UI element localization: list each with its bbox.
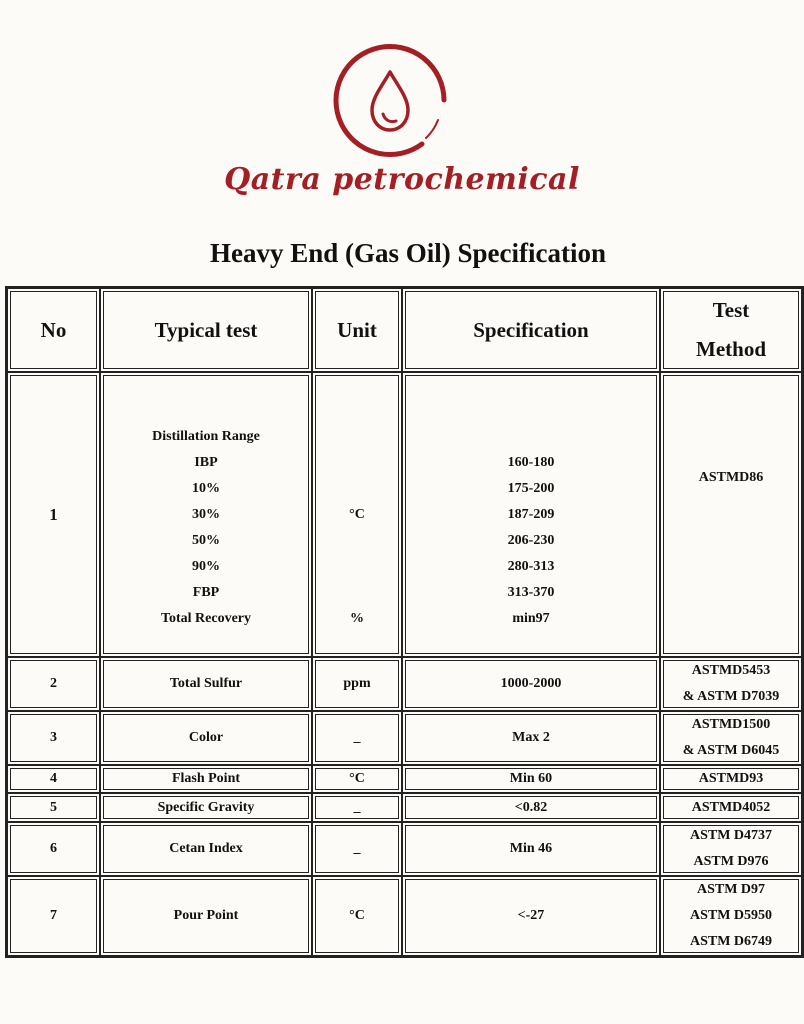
spec-value: Max 2 bbox=[402, 711, 660, 765]
table-row-distillation bbox=[7, 372, 802, 657]
test-subitem: 90% bbox=[192, 558, 220, 574]
method-value: ASTMD5453 bbox=[691, 663, 771, 678]
header-test-method-line2: Method bbox=[696, 337, 766, 361]
spec-value: 1000-2000 bbox=[402, 657, 660, 711]
method-value: ASTM D97 bbox=[696, 882, 766, 897]
test-subitem: 30% bbox=[192, 506, 220, 522]
test-name: Distillation Range bbox=[152, 428, 260, 444]
method-value: ASTMD93 bbox=[698, 771, 764, 786]
method-value: & ASTM D7039 bbox=[682, 689, 780, 704]
table-row bbox=[7, 876, 802, 956]
method-value: & ASTM D6045 bbox=[682, 743, 780, 758]
test-name: Cetan Index bbox=[100, 822, 312, 876]
spec-value: 175-200 bbox=[507, 480, 555, 496]
method-cell bbox=[660, 793, 802, 822]
specification-table bbox=[5, 286, 804, 958]
row-number: 2 bbox=[7, 657, 100, 711]
test-name: Pour Point bbox=[100, 876, 312, 956]
row-number: 3 bbox=[7, 711, 100, 765]
unit-value bbox=[313, 554, 401, 580]
row-number: 5 bbox=[7, 793, 100, 822]
unit-value: _ bbox=[312, 822, 402, 876]
test-subitem: FBP bbox=[192, 584, 220, 600]
header-test-method bbox=[660, 288, 802, 372]
unit-value bbox=[313, 580, 401, 606]
method-cell bbox=[660, 822, 802, 876]
table-row bbox=[7, 657, 802, 711]
test-subitem: IBP bbox=[194, 454, 218, 470]
row-number: 1 bbox=[7, 372, 100, 657]
test-name: Flash Point bbox=[100, 765, 312, 793]
oil-drop-icon bbox=[326, 38, 456, 168]
row-number: 4 bbox=[7, 765, 100, 793]
spec-value: <0.82 bbox=[402, 793, 660, 822]
method-cell bbox=[660, 765, 802, 793]
method-cell bbox=[660, 372, 802, 657]
method-value: ASTM D4737 bbox=[689, 828, 773, 843]
spec-value: 313-370 bbox=[507, 584, 555, 600]
table-row bbox=[7, 765, 802, 793]
spec-cell bbox=[402, 372, 660, 657]
table-header-row bbox=[7, 288, 802, 372]
test-subitem: Total Recovery bbox=[160, 610, 252, 626]
spec-value: <-27 bbox=[402, 876, 660, 956]
row-number: 6 bbox=[7, 822, 100, 876]
unit-value bbox=[313, 450, 401, 476]
method-value: ASTMD4052 bbox=[691, 799, 771, 815]
table-row bbox=[7, 711, 802, 765]
header-typical-test: Typical test bbox=[100, 288, 312, 372]
table-row bbox=[7, 793, 802, 822]
header-test-method-line1: Test bbox=[712, 298, 750, 322]
unit-value bbox=[313, 476, 401, 502]
row-number: 7 bbox=[7, 876, 100, 956]
spec-value: Min 60 bbox=[402, 765, 660, 793]
document-title: Heavy End (Gas Oil) Specification bbox=[209, 238, 606, 268]
test-name: Specific Gravity bbox=[100, 793, 312, 822]
method-cell bbox=[660, 657, 802, 711]
method-value: ASTM D5950 bbox=[689, 908, 773, 923]
spec-value: 187-209 bbox=[507, 506, 555, 522]
unit-value: % bbox=[350, 610, 364, 626]
spec-value: min97 bbox=[512, 610, 550, 626]
spec-value: 280-313 bbox=[507, 558, 555, 574]
test-subitem: 50% bbox=[192, 532, 220, 548]
test-cell bbox=[100, 372, 312, 657]
method-cell bbox=[660, 711, 802, 765]
header-unit: Unit bbox=[312, 288, 402, 372]
header-specification: Specification bbox=[402, 288, 660, 372]
unit-value: °C bbox=[312, 876, 402, 956]
spec-value: 160-180 bbox=[507, 454, 555, 470]
spec-value: Min 46 bbox=[402, 822, 660, 876]
test-subitem: 10% bbox=[192, 480, 220, 496]
unit-value: ppm bbox=[312, 657, 402, 711]
table-row bbox=[7, 822, 802, 876]
test-name: Color bbox=[100, 711, 312, 765]
unit-value: _ bbox=[312, 711, 402, 765]
brand-name: Qatra petrochemical bbox=[224, 162, 580, 197]
unit-cell bbox=[312, 372, 402, 657]
unit-value: _ bbox=[312, 793, 402, 822]
method-value: ASTM D976 bbox=[693, 854, 769, 869]
header-no: No bbox=[7, 288, 100, 372]
method-value: ASTM D6749 bbox=[689, 934, 773, 949]
unit-value: °C bbox=[312, 765, 402, 793]
method-value: ASTMD1500 bbox=[691, 717, 771, 732]
test-name: Total Sulfur bbox=[100, 657, 312, 711]
unit-value: °C bbox=[349, 506, 365, 522]
method-cell bbox=[660, 876, 802, 956]
unit-value bbox=[313, 528, 401, 554]
method-value: ASTMD86 bbox=[698, 469, 764, 485]
spec-value: 206-230 bbox=[507, 532, 555, 548]
